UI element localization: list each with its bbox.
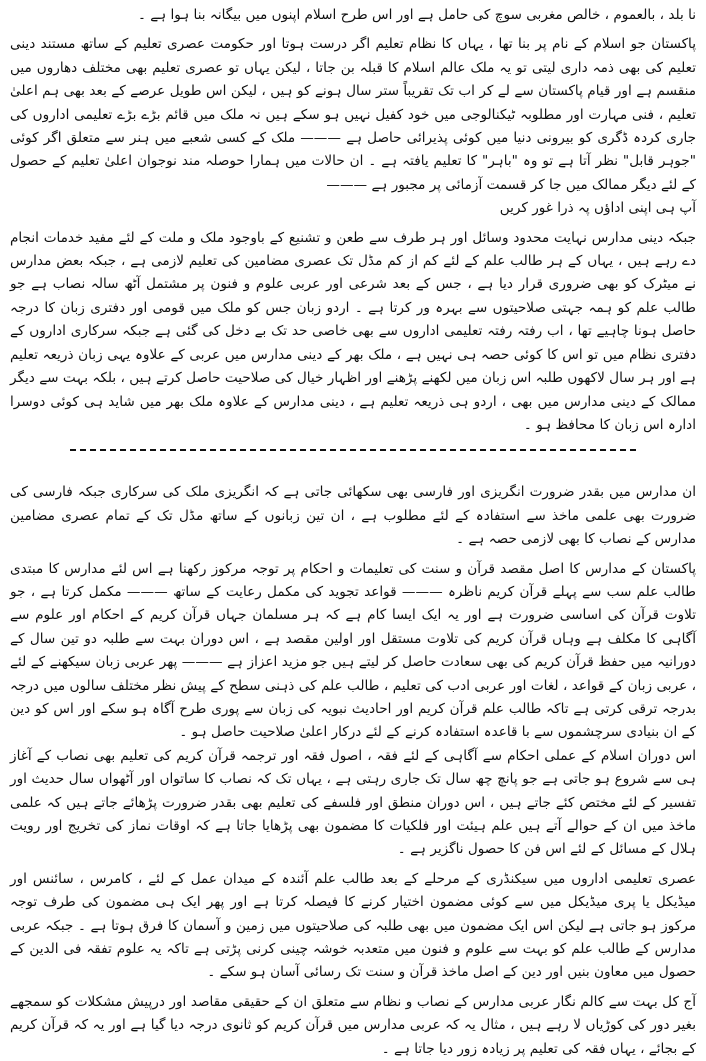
dashed-rule (70, 449, 636, 451)
paragraph-fiqh-curriculum: اس دوران اسلام کے عملی احکام سے آگاہی کے لئے فقہ ، اصول فقہ اور ترجمہ قرآن کریم کی تعلیم بھی نصاب کے آغاز ہی سے شروع ہو جاتی ہے جو پانچ چھ سال تک جاری رہتی ہے ، یہاں تک کہ نصاب کا ساتواں اور آٹھواں سال حدیث اور تفسیر کے لئے مختص کئے جاتے ہیں ، اس دوران منطق اور فلسفے کی تعلیم بھی بقدر ضرورت پڑھائے جاتے ہیں کہ علمی ماخذ میں ان کے حوالے آتے ہیں علم ہیئت اور فلکیات کا مضمون بھی پڑھایا جاتا ہے کہ اوقات نماز کی تخریج اور رویت ہلال کے مسائل کے لئے اس فن کا حصول ناگزیر ہے ۔ (10, 747, 696, 858)
paragraph-modern-vs-madaris: عصری تعلیمی اداروں میں سیکنڈری کے مرحلے کے بعد طالب علم آئندہ کے میدان عمل کے لئے ، کامرس ، سائنس اور میڈیکل یا پری میڈیکل میں سے کوئی مضمون اختیار کرنے کا فیصلہ کرتا ہے اور پھر ایک ہی مضمون کی طرف توجہ مرکوز ہو جاتی ہے لیکن اس ایک مضمون میں بھی طلبہ کی صلاحیتوں میں زمین و آسمان کا فرق ہوتا ہے ۔ جبکہ عربی مدارس کے طالب علم کو بہت سے علوم و فنون میں متعدبہ خوشہ چینی کرنی پڑتی ہے تاکہ یہ علوم تفقہ فی الدین کے حصول میں معاون بنیں اور دین کے اصل ماخذ قرآن و سنت تک رسائی آسان ہو سکے ۔ (10, 870, 696, 981)
paragraph-verse-line: آپ ہی اپنی اداؤں پہ ذرا غور کریں (499, 200, 696, 217)
paragraph-pakistan-education: پاکستان جو اسلام کے نام پر بنا تھا ، یہاں کا نظام تعلیم اگر درست ہوتا اور حکومت عصری تعلیم کے ساتھ مستند دینی تعلیم کی بھی ذمہ داری لیتی تو یہ ملک عالم اسلام کا قبلہ بن جاتا ، لیکن یہاں تو عصری تعلیم بھی مختلف دھاروں میں منقسم ہے اور قیام پاکستان سے لے کر اب تک تقریباً ستر سال ہونے کو ہیں ، لیکن اس طویل عرصے کے بعد بھی ہم اعلیٰ تعلیم ، فنی مہارت اور مطلوبہ ٹیکنالوجی میں خود کفیل نہیں ہو سکے ہیں نہ ملک میں قائم بڑے بڑے تعلیمی اداروں کی جاری کردہ ڈگری کو بیرونی دنیا میں کوئی پذیرائی حاصل ہے ——— ملک کے کسی شعبے میں ہنر سے متعلق اگر کوئی "جوہر قابل" نظر آتا ہے تو وہ "باہر" کا تعلیم یافتہ ہے ۔ ان حالات میں ہمارا حوصلہ مند نوجوان اعلیٰ تعلیم کے حصول کے لئے دیگر ممالک میں جا کر قسمت آزمائی پر مجبور ہے ——— (10, 36, 696, 193)
section-divider (10, 437, 696, 481)
paragraph-quran-focus: پاکستان کے مدارس کا اصل مقصد قرآن و سنت کی تعلیمات و احکام پر توجہ مرکوز رکھنا ہے اس لئے مدارس کا مبتدی طالب علم سب سے پہلے قرآن کریم ناظرہ ——— قواعد تجوید کی مکمل رعایت کے ساتھ ——— مکمل کرتا ہے ، جو تلاوت قرآن کی اساسی ضرورت ہے اور یہ ایک ایسا کام ہے کہ ہر مسلمان جہاں قرآن کریم کے احکام اور علوم سے آگاہی کا مکلف ہے وہاں قرآن کریم کی تلاوت مستقل اور اولین مقصد ہے ، اس دوران بہت سے طلبہ دو تین سال کے دورانیہ میں حفظ قرآن کریم کی بھی سعادت حاصل کر لیتے ہیں جو مزید اعزاز ہے ——— پھر عربی زبان سیکھنے کے لئے ، عربی زبان کے قواعد ، لغات اور عربی ادب کی تعلیم ، طالب علم کی ذہنی سطح کے پیش نظر مختلف سالوں میں درجہ بدرجہ ترقی کرتی ہے تاکہ طالب علم قرآن کریم اور احادیث نبویہ کی زبان سے پوری طرح آگاہ ہو سکے اور اس کو دین کے ان بنیادی سرچشموں سے با قاعدہ استفادہ کرنے کے لئے درکار اعلیٰ صلاحیت حاصل ہو ۔ (10, 560, 696, 741)
article-page (10, 4, 696, 1061)
paragraph-columnists: آج کل بہت سے کالم نگار عربی مدارس کے نصاب و نظام سے متعلق ان کے حقیقی مقاصد اور درپیش مشکلات کو سمجھے بغیر دور کی کوڑیاں لا رہے ہیں ، مثال یہ کہ عربی مدارس میں قرآن کریم کو ثانوی درجہ دیا گیا ہے اور یہ کہ قرآن کریم کے بجائے ، یہاں فقہ کی تعلیم پر زیادہ زور دیا جاتا ہے ۔ (10, 993, 696, 1057)
paragraph-madaris-services: جبکہ دینی مدارس نہایت محدود وسائل اور ہر طرف سے طعن و تشنیع کے باوجود ملک و ملت کے لئے مفید خدمات انجام دے رہے ہیں ، یہاں کے ہر طالب علم کے لئے کم از کم مڈل تک عصری مضامین کی تعلیم لازمی ہے ، جبکہ بعض مدارس نے میٹرک کو بھی ضروری قرار دیا ہے ، جس کے بعد شرعی اور عربی علوم و فنون پر مشتمل آٹھ سالہ نصاب ہے جو طالب علم کو ہمہ جہتی صلاحیتوں سے بہرہ ور کرتا ہے ۔ اردو زبان جس کو ملک میں قومی اور دفتری زبان کا درجہ حاصل ہونا چاہیے تھا ، اب رفتہ رفتہ تعلیمی اداروں سے بھی خاصی حد تک بے دخل کی گئی ہے جبکہ سرکاری اداروں کے دفتری نظام میں تو اس کا کوئی حصہ ہی نہیں ہے ، ملک بھر کے دینی مدارس میں عربی کے علاوہ یہی زبان ذریعہ تعلیم ہے اور ہر سال لاکھوں طلبہ اس زبان میں لکھنے پڑھنے اور اظہار خیال کی صلاحیت حاصل کرتے ہیں ، بلکہ بہت سے دیگر ممالک کے دینی مدارس میں بھی ، اردو ہی ذریعہ تعلیم ہے ، دینی مدارس کے علاوہ ملک بھر میں شاید ہی کوئی دوسرا ادارہ اس زبان کا محافظ ہو ۔ (10, 229, 696, 433)
paragraph-intro-tail: نا بلد ، بالعموم ، خالص مغربی سوچ کی حامل ہے اور اس طرح اسلام اپنوں میں بیگانہ بنا ہوا ہے ۔ (137, 7, 696, 23)
paragraph-languages: ان مدارس میں بقدر ضرورت انگریزی اور فارسی بھی سکھائی جاتی ہے کہ انگریزی ملک کی سرکاری جبکہ فارسی کی ضرورت بھی علمی ماخذ سے استفادہ کے لئے مطلوب ہے ، ان تین زبانوں کے ساتھ مڈل تک کے تمام عصری مضامین مدارس کے نصاب کا بھی لازمی حصہ ہے ۔ (10, 484, 696, 548)
